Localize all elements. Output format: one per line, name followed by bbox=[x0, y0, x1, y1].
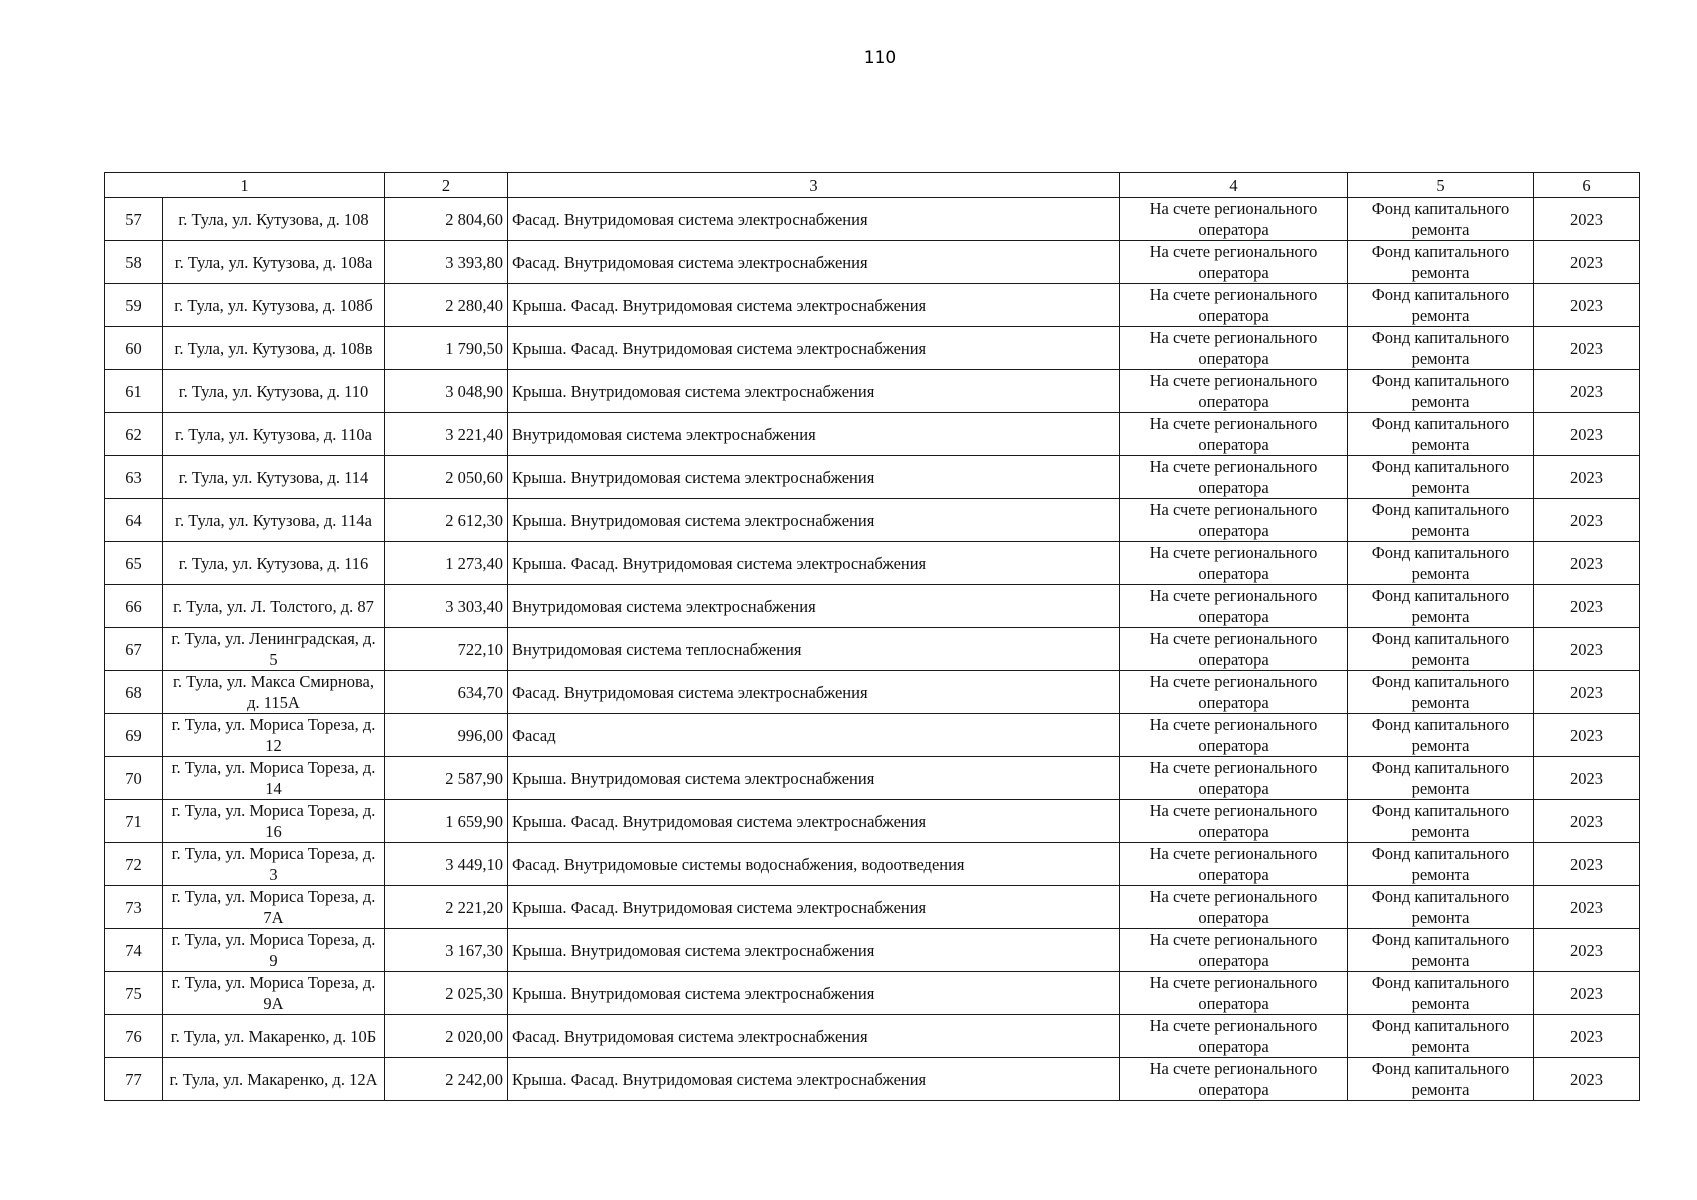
fund-cell: Фонд капитального ремонта bbox=[1348, 714, 1534, 757]
year-cell: 2023 bbox=[1534, 972, 1640, 1015]
cost-cell: 634,70 bbox=[385, 671, 508, 714]
account-cell: На счете регионального оператора bbox=[1120, 198, 1348, 241]
works-cell: Крыша. Внутридомовая система электроснабжения bbox=[508, 456, 1120, 499]
year-cell: 2023 bbox=[1534, 499, 1640, 542]
cost-cell: 2 242,00 bbox=[385, 1058, 508, 1101]
fund-cell: Фонд капитального ремонта bbox=[1348, 327, 1534, 370]
table-row bbox=[105, 929, 1640, 972]
works-cell: Крыша. Фасад. Внутридомовая система электроснабжения bbox=[508, 542, 1120, 585]
cost-cell: 3 303,40 bbox=[385, 585, 508, 628]
account-cell: На счете регионального оператора bbox=[1120, 1015, 1348, 1058]
works-cell: Фасад. Внутридомовая система электроснабжения bbox=[508, 1015, 1120, 1058]
cost-cell: 2 025,30 bbox=[385, 972, 508, 1015]
account-cell: На счете регионального оператора bbox=[1120, 628, 1348, 671]
works-cell: Крыша. Фасад. Внутридомовая система электроснабжения bbox=[508, 327, 1120, 370]
address-cell: г. Тула, ул. Мориса Тореза, д. 9 bbox=[163, 929, 385, 972]
year-cell: 2023 bbox=[1534, 413, 1640, 456]
row-number: 77 bbox=[105, 1058, 163, 1101]
account-cell: На счете регионального оператора bbox=[1120, 327, 1348, 370]
year-cell: 2023 bbox=[1534, 241, 1640, 284]
row-number: 58 bbox=[105, 241, 163, 284]
row-number: 57 bbox=[105, 198, 163, 241]
cost-cell: 996,00 bbox=[385, 714, 508, 757]
address-cell: г. Тула, ул. Мориса Тореза, д. 9А bbox=[163, 972, 385, 1015]
row-number: 68 bbox=[105, 671, 163, 714]
account-cell: На счете регионального оператора bbox=[1120, 800, 1348, 843]
table-row bbox=[105, 757, 1640, 800]
works-cell: Крыша. Внутридомовая система электроснабжения bbox=[508, 929, 1120, 972]
row-number: 76 bbox=[105, 1015, 163, 1058]
row-number: 70 bbox=[105, 757, 163, 800]
works-cell: Крыша. Внутридомовая система электроснабжения bbox=[508, 499, 1120, 542]
works-cell: Фасад. Внутридомовая система электроснабжения bbox=[508, 198, 1120, 241]
fund-cell: Фонд капитального ремонта bbox=[1348, 628, 1534, 671]
works-cell: Крыша. Фасад. Внутридомовая система электроснабжения bbox=[508, 886, 1120, 929]
address-cell: г. Тула, ул. Кутузова, д. 108б bbox=[163, 284, 385, 327]
table-row bbox=[105, 800, 1640, 843]
cost-cell: 2 020,00 bbox=[385, 1015, 508, 1058]
table-row bbox=[105, 456, 1640, 499]
row-number: 59 bbox=[105, 284, 163, 327]
table-row bbox=[105, 1015, 1640, 1058]
year-cell: 2023 bbox=[1534, 456, 1640, 499]
fund-cell: Фонд капитального ремонта bbox=[1348, 284, 1534, 327]
table-row bbox=[105, 413, 1640, 456]
address-cell: г. Тула, ул. Кутузова, д. 108а bbox=[163, 241, 385, 284]
year-cell: 2023 bbox=[1534, 886, 1640, 929]
account-cell: На счете регионального оператора bbox=[1120, 843, 1348, 886]
table-row bbox=[105, 886, 1640, 929]
year-cell: 2023 bbox=[1534, 1015, 1640, 1058]
address-cell: г. Тула, ул. Л. Толстого, д. 87 bbox=[163, 585, 385, 628]
header-col-5: 5 bbox=[1348, 173, 1534, 198]
fund-cell: Фонд капитального ремонта bbox=[1348, 671, 1534, 714]
fund-cell: Фонд капитального ремонта bbox=[1348, 241, 1534, 284]
address-cell: г. Тула, ул. Макса Смирнова, д. 115А bbox=[163, 671, 385, 714]
works-cell: Фасад bbox=[508, 714, 1120, 757]
fund-cell: Фонд капитального ремонта bbox=[1348, 542, 1534, 585]
fund-cell: Фонд капитального ремонта bbox=[1348, 757, 1534, 800]
account-cell: На счете регионального оператора bbox=[1120, 1058, 1348, 1101]
works-cell: Крыша. Фасад. Внутридомовая система электроснабжения bbox=[508, 800, 1120, 843]
row-number: 61 bbox=[105, 370, 163, 413]
fund-cell: Фонд капитального ремонта bbox=[1348, 800, 1534, 843]
table-row bbox=[105, 628, 1640, 671]
address-cell: г. Тула, ул. Кутузова, д. 110а bbox=[163, 413, 385, 456]
works-cell: Крыша. Внутридомовая система электроснабжения bbox=[508, 972, 1120, 1015]
cost-cell: 2 221,20 bbox=[385, 886, 508, 929]
address-cell: г. Тула, ул. Кутузова, д. 114 bbox=[163, 456, 385, 499]
account-cell: На счете регионального оператора bbox=[1120, 284, 1348, 327]
account-cell: На счете регионального оператора bbox=[1120, 585, 1348, 628]
cost-cell: 1 659,90 bbox=[385, 800, 508, 843]
fund-cell: Фонд капитального ремонта bbox=[1348, 1015, 1534, 1058]
table-row bbox=[105, 972, 1640, 1015]
year-cell: 2023 bbox=[1534, 284, 1640, 327]
account-cell: На счете регионального оператора bbox=[1120, 499, 1348, 542]
address-cell: г. Тула, ул. Кутузова, д. 116 bbox=[163, 542, 385, 585]
address-cell: г. Тула, ул. Мориса Тореза, д. 7А bbox=[163, 886, 385, 929]
fund-cell: Фонд капитального ремонта bbox=[1348, 1058, 1534, 1101]
works-cell: Внутридомовая система электроснабжения bbox=[508, 413, 1120, 456]
table-row bbox=[105, 241, 1640, 284]
year-cell: 2023 bbox=[1534, 628, 1640, 671]
row-number: 69 bbox=[105, 714, 163, 757]
cost-cell: 2 804,60 bbox=[385, 198, 508, 241]
works-cell: Фасад. Внутридомовая система электроснабжения bbox=[508, 671, 1120, 714]
works-cell: Фасад. Внутридомовая система электроснабжения bbox=[508, 241, 1120, 284]
account-cell: На счете регионального оператора bbox=[1120, 456, 1348, 499]
cost-cell: 3 048,90 bbox=[385, 370, 508, 413]
table-row bbox=[105, 843, 1640, 886]
cost-cell: 2 280,40 bbox=[385, 284, 508, 327]
fund-cell: Фонд капитального ремонта bbox=[1348, 843, 1534, 886]
address-cell: г. Тула, ул. Макаренко, д. 12А bbox=[163, 1058, 385, 1101]
account-cell: На счете регионального оператора bbox=[1120, 714, 1348, 757]
row-number: 67 bbox=[105, 628, 163, 671]
year-cell: 2023 bbox=[1534, 800, 1640, 843]
address-cell: г. Тула, ул. Кутузова, д. 114а bbox=[163, 499, 385, 542]
year-cell: 2023 bbox=[1534, 1058, 1640, 1101]
address-cell: г. Тула, ул. Кутузова, д. 108в bbox=[163, 327, 385, 370]
year-cell: 2023 bbox=[1534, 327, 1640, 370]
works-cell: Внутридомовая система теплоснабжения bbox=[508, 628, 1120, 671]
row-number: 66 bbox=[105, 585, 163, 628]
fund-cell: Фонд капитального ремонта bbox=[1348, 413, 1534, 456]
cost-cell: 3 167,30 bbox=[385, 929, 508, 972]
page-number: 110 bbox=[863, 48, 897, 68]
header-row bbox=[105, 173, 1640, 198]
fund-cell: Фонд капитального ремонта bbox=[1348, 456, 1534, 499]
year-cell: 2023 bbox=[1534, 757, 1640, 800]
fund-cell: Фонд капитального ремонта bbox=[1348, 972, 1534, 1015]
fund-cell: Фонд капитального ремонта bbox=[1348, 929, 1534, 972]
account-cell: На счете регионального оператора bbox=[1120, 929, 1348, 972]
works-cell: Крыша. Фасад. Внутридомовая система электроснабжения bbox=[508, 1058, 1120, 1101]
year-cell: 2023 bbox=[1534, 929, 1640, 972]
year-cell: 2023 bbox=[1534, 542, 1640, 585]
address-cell: г. Тула, ул. Мориса Тореза, д. 14 bbox=[163, 757, 385, 800]
table-row bbox=[105, 499, 1640, 542]
address-cell: г. Тула, ул. Ленинградская, д. 5 bbox=[163, 628, 385, 671]
address-cell: г. Тула, ул. Мориса Тореза, д. 12 bbox=[163, 714, 385, 757]
account-cell: На счете регионального оператора bbox=[1120, 671, 1348, 714]
year-cell: 2023 bbox=[1534, 843, 1640, 886]
works-cell: Крыша. Фасад. Внутридомовая система электроснабжения bbox=[508, 284, 1120, 327]
row-number: 64 bbox=[105, 499, 163, 542]
account-cell: На счете регионального оператора bbox=[1120, 413, 1348, 456]
header-col-4: 4 bbox=[1120, 173, 1348, 198]
fund-cell: Фонд капитального ремонта bbox=[1348, 886, 1534, 929]
year-cell: 2023 bbox=[1534, 585, 1640, 628]
table-row bbox=[105, 671, 1640, 714]
row-number: 73 bbox=[105, 886, 163, 929]
address-cell: г. Тула, ул. Кутузова, д. 108 bbox=[163, 198, 385, 241]
address-cell: г. Тула, ул. Мориса Тореза, д. 16 bbox=[163, 800, 385, 843]
works-cell: Крыша. Внутридомовая система электроснабжения bbox=[508, 757, 1120, 800]
table-row bbox=[105, 585, 1640, 628]
table-row bbox=[105, 1058, 1640, 1101]
address-cell: г. Тула, ул. Мориса Тореза, д. 3 bbox=[163, 843, 385, 886]
cost-cell: 2 612,30 bbox=[385, 499, 508, 542]
row-number: 60 bbox=[105, 327, 163, 370]
year-cell: 2023 bbox=[1534, 671, 1640, 714]
header-col-6: 6 bbox=[1534, 173, 1640, 198]
year-cell: 2023 bbox=[1534, 370, 1640, 413]
address-cell: г. Тула, ул. Макаренко, д. 10Б bbox=[163, 1015, 385, 1058]
fund-cell: Фонд капитального ремонта bbox=[1348, 499, 1534, 542]
account-cell: На счете регионального оператора bbox=[1120, 241, 1348, 284]
header-col-2: 2 bbox=[385, 173, 508, 198]
header-col-1: 1 bbox=[105, 173, 385, 198]
row-number: 71 bbox=[105, 800, 163, 843]
fund-cell: Фонд капитального ремонта bbox=[1348, 370, 1534, 413]
cost-cell: 1 273,40 bbox=[385, 542, 508, 585]
houses-table bbox=[104, 172, 1640, 1101]
row-number: 74 bbox=[105, 929, 163, 972]
cost-cell: 2 050,60 bbox=[385, 456, 508, 499]
account-cell: На счете регионального оператора bbox=[1120, 542, 1348, 585]
row-number: 62 bbox=[105, 413, 163, 456]
row-number: 75 bbox=[105, 972, 163, 1015]
account-cell: На счете регионального оператора bbox=[1120, 886, 1348, 929]
cost-cell: 722,10 bbox=[385, 628, 508, 671]
account-cell: На счете регионального оператора bbox=[1120, 972, 1348, 1015]
works-cell: Крыша. Внутридомовая система электроснабжения bbox=[508, 370, 1120, 413]
account-cell: На счете регионального оператора bbox=[1120, 757, 1348, 800]
fund-cell: Фонд капитального ремонта bbox=[1348, 198, 1534, 241]
cost-cell: 3 221,40 bbox=[385, 413, 508, 456]
year-cell: 2023 bbox=[1534, 714, 1640, 757]
address-cell: г. Тула, ул. Кутузова, д. 110 bbox=[163, 370, 385, 413]
table-row bbox=[105, 198, 1640, 241]
table-row bbox=[105, 542, 1640, 585]
account-cell: На счете регионального оператора bbox=[1120, 370, 1348, 413]
cost-cell: 1 790,50 bbox=[385, 327, 508, 370]
row-number: 63 bbox=[105, 456, 163, 499]
fund-cell: Фонд капитального ремонта bbox=[1348, 585, 1534, 628]
header-col-3: 3 bbox=[508, 173, 1120, 198]
table-row bbox=[105, 284, 1640, 327]
cost-cell: 3 393,80 bbox=[385, 241, 508, 284]
year-cell: 2023 bbox=[1534, 198, 1640, 241]
cost-cell: 3 449,10 bbox=[385, 843, 508, 886]
table-row bbox=[105, 370, 1640, 413]
row-number: 72 bbox=[105, 843, 163, 886]
table-row bbox=[105, 327, 1640, 370]
table-row bbox=[105, 714, 1640, 757]
works-cell: Фасад. Внутридомовые системы водоснабжения, водоотведения bbox=[508, 843, 1120, 886]
row-number: 65 bbox=[105, 542, 163, 585]
works-cell: Внутридомовая система электроснабжения bbox=[508, 585, 1120, 628]
cost-cell: 2 587,90 bbox=[385, 757, 508, 800]
